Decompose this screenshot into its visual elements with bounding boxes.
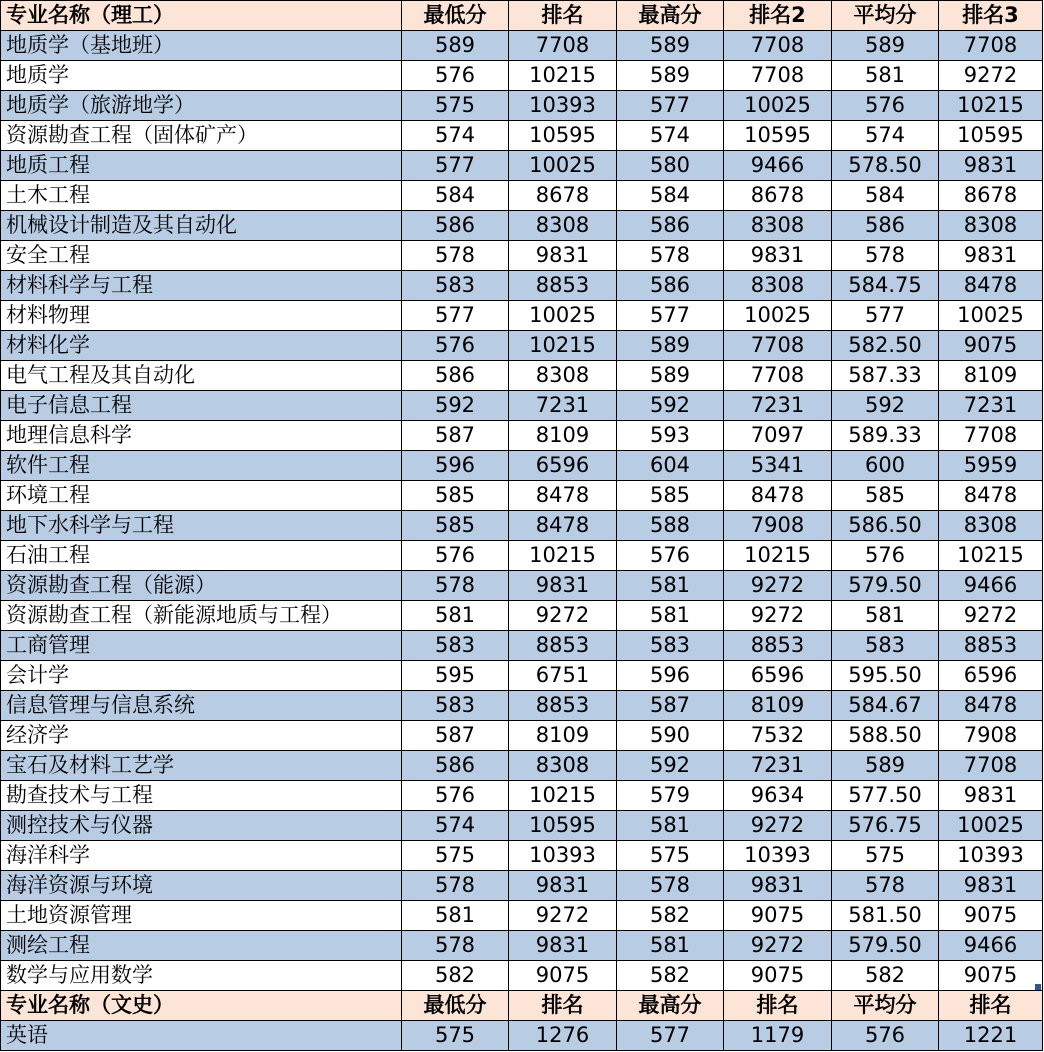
value-cell[interactable]: 6751	[509, 661, 617, 691]
value-cell[interactable]: 10595	[509, 121, 617, 151]
value-cell[interactable]: 578	[402, 571, 509, 601]
value-cell[interactable]: 9831	[939, 871, 1043, 901]
major-name-cell[interactable]: 资源勘查工程（固体矿产）	[1, 121, 402, 151]
table-row	[1, 811, 1043, 841]
value-cell[interactable]: 576	[832, 541, 939, 571]
value-cell[interactable]: 587	[402, 421, 509, 451]
value-cell[interactable]: 579.50	[832, 571, 939, 601]
header-column-label[interactable]: 排名	[939, 991, 1043, 1021]
value-cell[interactable]: 10025	[509, 301, 617, 331]
value-cell[interactable]: 10025	[724, 301, 832, 331]
value-cell[interactable]: 8853	[939, 631, 1043, 661]
value-cell[interactable]: 589	[832, 751, 939, 781]
value-cell[interactable]: 585	[402, 511, 509, 541]
value-cell[interactable]: 8308	[509, 361, 617, 391]
table-row	[1, 211, 1043, 241]
value-cell[interactable]: 589	[617, 61, 724, 91]
value-cell[interactable]: 8678	[509, 181, 617, 211]
value-cell[interactable]: 8308	[509, 211, 617, 241]
value-cell[interactable]: 8853	[509, 271, 617, 301]
value-cell[interactable]: 7908	[939, 721, 1043, 751]
value-cell[interactable]: 588.50	[832, 721, 939, 751]
value-cell[interactable]: 9831	[509, 931, 617, 961]
value-cell[interactable]: 577	[832, 301, 939, 331]
major-name-cell[interactable]: 环境工程	[1, 481, 402, 511]
major-name-cell[interactable]: 土地资源管理	[1, 901, 402, 931]
value-cell[interactable]: 10393	[509, 91, 617, 121]
value-cell[interactable]: 8308	[939, 511, 1043, 541]
table-row	[1, 181, 1043, 211]
major-name-cell[interactable]: 信息管理与信息系统	[1, 691, 402, 721]
value-cell[interactable]: 593	[617, 421, 724, 451]
value-cell[interactable]: 577	[617, 1021, 724, 1051]
value-cell[interactable]: 592	[617, 751, 724, 781]
value-cell[interactable]: 8853	[724, 631, 832, 661]
major-name-cell[interactable]: 土木工程	[1, 181, 402, 211]
value-cell[interactable]: 10025	[724, 91, 832, 121]
value-cell[interactable]: 10393	[509, 841, 617, 871]
value-cell[interactable]: 8308	[509, 751, 617, 781]
value-cell[interactable]: 574	[402, 811, 509, 841]
value-cell[interactable]: 589	[617, 31, 724, 61]
value-cell[interactable]: 581	[617, 601, 724, 631]
table-row	[1, 931, 1043, 961]
value-cell[interactable]: 576	[832, 91, 939, 121]
value-cell[interactable]: 9831	[939, 781, 1043, 811]
value-cell[interactable]: 8308	[939, 211, 1043, 241]
value-cell[interactable]: 585	[832, 481, 939, 511]
value-cell[interactable]: 10215	[509, 541, 617, 571]
value-cell[interactable]: 577.50	[832, 781, 939, 811]
major-name-cell[interactable]: 软件工程	[1, 451, 402, 481]
major-name-cell[interactable]: 数学与应用数学	[1, 961, 402, 991]
value-cell[interactable]: 578.50	[832, 151, 939, 181]
value-cell[interactable]: 10215	[939, 541, 1043, 571]
value-cell[interactable]: 8308	[724, 211, 832, 241]
value-cell[interactable]: 9634	[724, 781, 832, 811]
value-cell[interactable]: 7231	[724, 751, 832, 781]
value-cell[interactable]: 590	[617, 721, 724, 751]
value-cell[interactable]: 8308	[724, 271, 832, 301]
table-row	[1, 751, 1043, 781]
value-cell[interactable]: 586	[832, 211, 939, 241]
value-cell[interactable]: 589.33	[832, 421, 939, 451]
value-cell[interactable]: 10025	[939, 811, 1043, 841]
value-cell[interactable]: 582	[402, 961, 509, 991]
value-cell[interactable]: 8109	[509, 721, 617, 751]
header-column-label[interactable]: 排名	[724, 991, 832, 1021]
value-cell[interactable]: 7097	[724, 421, 832, 451]
value-cell[interactable]: 596	[617, 661, 724, 691]
value-cell[interactable]: 8109	[724, 691, 832, 721]
major-name-cell[interactable]: 材料科学与工程	[1, 271, 402, 301]
value-cell[interactable]: 582	[617, 901, 724, 931]
value-cell[interactable]: 581	[617, 811, 724, 841]
value-cell[interactable]: 8109	[509, 421, 617, 451]
value-cell[interactable]: 577	[617, 91, 724, 121]
value-cell[interactable]: 7231	[939, 391, 1043, 421]
major-name-cell[interactable]: 地质学	[1, 61, 402, 91]
header-row	[1, 991, 1043, 1021]
value-cell[interactable]: 1276	[509, 1021, 617, 1051]
major-name-cell[interactable]: 地质学（基地班）	[1, 31, 402, 61]
value-cell[interactable]: 581	[832, 61, 939, 91]
value-cell[interactable]: 584	[617, 181, 724, 211]
table-row	[1, 871, 1043, 901]
table-row	[1, 961, 1043, 991]
table-row	[1, 421, 1043, 451]
value-cell[interactable]: 9272	[939, 61, 1043, 91]
major-name-cell[interactable]: 机械设计制造及其自动化	[1, 211, 402, 241]
value-cell[interactable]: 575	[617, 841, 724, 871]
value-cell[interactable]: 576	[402, 541, 509, 571]
table-row	[1, 31, 1043, 61]
table-row	[1, 781, 1043, 811]
value-cell[interactable]: 581	[402, 601, 509, 631]
value-cell[interactable]: 596	[402, 451, 509, 481]
table-row	[1, 331, 1043, 361]
table-row	[1, 631, 1043, 661]
value-cell[interactable]: 576	[617, 541, 724, 571]
value-cell[interactable]: 8678	[724, 181, 832, 211]
fill-handle-icon[interactable]	[1035, 984, 1041, 990]
major-name-cell[interactable]: 电子信息工程	[1, 391, 402, 421]
table-row	[1, 241, 1043, 271]
value-cell[interactable]: 587	[402, 721, 509, 751]
value-cell[interactable]: 578	[402, 241, 509, 271]
value-cell[interactable]: 9075	[939, 331, 1043, 361]
major-name-cell[interactable]: 地理信息科学	[1, 421, 402, 451]
value-cell[interactable]: 5341	[724, 451, 832, 481]
value-cell[interactable]: 581	[832, 601, 939, 631]
value-cell[interactable]: 600	[832, 451, 939, 481]
value-cell[interactable]: 589	[832, 31, 939, 61]
value-cell[interactable]: 584.67	[832, 691, 939, 721]
value-cell[interactable]: 9272	[509, 601, 617, 631]
value-cell[interactable]: 7532	[724, 721, 832, 751]
value-cell[interactable]: 9075	[724, 901, 832, 931]
value-cell[interactable]: 8478	[939, 691, 1043, 721]
major-name-cell[interactable]: 经济学	[1, 721, 402, 751]
header-column-label[interactable]: 平均分	[832, 1, 939, 31]
header-major-name[interactable]: 专业名称（理工）	[1, 1, 402, 31]
value-cell[interactable]: 9272	[724, 811, 832, 841]
value-cell[interactable]: 8109	[939, 361, 1043, 391]
value-cell[interactable]: 8853	[509, 631, 617, 661]
header-row	[1, 1, 1043, 31]
table-row	[1, 481, 1043, 511]
major-name-cell[interactable]: 英语	[1, 1021, 402, 1051]
value-cell[interactable]: 586	[402, 211, 509, 241]
value-cell[interactable]: 576	[402, 781, 509, 811]
value-cell[interactable]: 7708	[939, 31, 1043, 61]
value-cell[interactable]: 9831	[939, 241, 1043, 271]
value-cell[interactable]: 595.50	[832, 661, 939, 691]
value-cell[interactable]: 9831	[509, 571, 617, 601]
value-cell[interactable]: 8678	[939, 181, 1043, 211]
value-cell[interactable]: 9075	[509, 961, 617, 991]
value-cell[interactable]: 9272	[939, 601, 1043, 631]
value-cell[interactable]: 576	[402, 61, 509, 91]
major-name-cell[interactable]: 地质工程	[1, 151, 402, 181]
value-cell[interactable]: 9272	[724, 601, 832, 631]
value-cell[interactable]: 582	[832, 961, 939, 991]
value-cell[interactable]: 9831	[509, 241, 617, 271]
value-cell[interactable]: 7231	[509, 391, 617, 421]
value-cell[interactable]: 581	[617, 931, 724, 961]
major-name-cell[interactable]: 海洋科学	[1, 841, 402, 871]
table-row	[1, 271, 1043, 301]
value-cell[interactable]: 582.50	[832, 331, 939, 361]
value-cell[interactable]: 575	[402, 1021, 509, 1051]
value-cell[interactable]: 587.33	[832, 361, 939, 391]
value-cell[interactable]: 7708	[939, 751, 1043, 781]
value-cell[interactable]: 585	[617, 481, 724, 511]
value-cell[interactable]: 6596	[724, 661, 832, 691]
major-name-cell[interactable]: 石油工程	[1, 541, 402, 571]
value-cell[interactable]: 8478	[939, 481, 1043, 511]
value-cell[interactable]: 8853	[509, 691, 617, 721]
value-cell[interactable]: 7708	[939, 421, 1043, 451]
value-cell[interactable]: 581	[402, 901, 509, 931]
table-body	[1, 1, 1043, 1051]
value-cell[interactable]: 9466	[724, 151, 832, 181]
value-cell[interactable]: 7231	[724, 391, 832, 421]
major-name-cell[interactable]: 安全工程	[1, 241, 402, 271]
value-cell[interactable]: 7708	[724, 361, 832, 391]
value-cell[interactable]: 10595	[939, 121, 1043, 151]
header-column-label[interactable]: 排名2	[724, 1, 832, 31]
table-row	[1, 301, 1043, 331]
major-name-cell[interactable]: 电气工程及其自动化	[1, 361, 402, 391]
header-major-name[interactable]: 专业名称（文史）	[1, 991, 402, 1021]
major-name-cell[interactable]: 勘查技术与工程	[1, 781, 402, 811]
value-cell[interactable]: 7708	[724, 31, 832, 61]
value-cell[interactable]: 9831	[939, 151, 1043, 181]
major-name-cell[interactable]: 资源勘查工程（能源）	[1, 571, 402, 601]
value-cell[interactable]: 9272	[509, 901, 617, 931]
table-row	[1, 91, 1043, 121]
value-cell[interactable]: 9466	[939, 571, 1043, 601]
value-cell[interactable]: 592	[832, 391, 939, 421]
value-cell[interactable]: 578	[402, 931, 509, 961]
value-cell[interactable]: 9272	[724, 931, 832, 961]
value-cell[interactable]: 581.50	[832, 901, 939, 931]
value-cell[interactable]: 586	[402, 361, 509, 391]
value-cell[interactable]: 586	[402, 751, 509, 781]
value-cell[interactable]: 10595	[724, 121, 832, 151]
header-column-label[interactable]: 最低分	[402, 991, 509, 1021]
value-cell[interactable]: 584	[402, 181, 509, 211]
value-cell[interactable]: 575	[402, 841, 509, 871]
value-cell[interactable]: 580	[617, 151, 724, 181]
value-cell[interactable]: 8478	[939, 271, 1043, 301]
value-cell[interactable]: 578	[402, 871, 509, 901]
value-cell[interactable]: 604	[617, 451, 724, 481]
major-name-cell[interactable]: 工商管理	[1, 631, 402, 661]
header-column-label[interactable]: 平均分	[832, 991, 939, 1021]
table-row	[1, 361, 1043, 391]
value-cell[interactable]: 10215	[509, 331, 617, 361]
table-row	[1, 121, 1043, 151]
value-cell[interactable]: 575	[402, 91, 509, 121]
table-row	[1, 691, 1043, 721]
table-row	[1, 661, 1043, 691]
header-column-label[interactable]: 最高分	[617, 1, 724, 31]
value-cell[interactable]: 8478	[509, 481, 617, 511]
value-cell[interactable]: 583	[832, 631, 939, 661]
value-cell[interactable]: 10215	[724, 541, 832, 571]
value-cell[interactable]: 589	[617, 331, 724, 361]
major-name-cell[interactable]: 海洋资源与环境	[1, 871, 402, 901]
value-cell[interactable]: 578	[617, 871, 724, 901]
value-cell[interactable]: 9075	[939, 961, 1043, 991]
value-cell[interactable]: 9075	[939, 901, 1043, 931]
value-cell[interactable]: 10215	[509, 61, 617, 91]
table-row	[1, 721, 1043, 751]
value-cell[interactable]: 10025	[509, 151, 617, 181]
major-name-cell[interactable]: 测绘工程	[1, 931, 402, 961]
header-column-label[interactable]: 排名	[509, 1, 617, 31]
value-cell[interactable]: 586	[617, 271, 724, 301]
table-row	[1, 511, 1043, 541]
value-cell[interactable]: 576.75	[832, 811, 939, 841]
value-cell[interactable]: 586	[617, 211, 724, 241]
value-cell[interactable]: 5959	[939, 451, 1043, 481]
header-column-label[interactable]: 排名3	[939, 1, 1043, 31]
value-cell[interactable]: 589	[617, 361, 724, 391]
value-cell[interactable]: 1221	[939, 1021, 1043, 1051]
value-cell[interactable]: 9831	[724, 241, 832, 271]
header-column-label[interactable]: 排名	[509, 991, 617, 1021]
table-row	[1, 151, 1043, 181]
value-cell[interactable]: 579	[617, 781, 724, 811]
major-name-cell[interactable]: 会计学	[1, 661, 402, 691]
value-cell[interactable]: 583	[402, 691, 509, 721]
value-cell[interactable]: 578	[617, 241, 724, 271]
major-name-cell[interactable]: 材料化学	[1, 331, 402, 361]
value-cell[interactable]: 9831	[509, 871, 617, 901]
header-column-label[interactable]: 最低分	[402, 1, 509, 31]
header-column-label[interactable]: 最高分	[617, 991, 724, 1021]
value-cell[interactable]: 10215	[939, 91, 1043, 121]
value-cell[interactable]: 584.75	[832, 271, 939, 301]
value-cell[interactable]: 1179	[724, 1021, 832, 1051]
major-name-cell[interactable]: 宝石及材料工艺学	[1, 751, 402, 781]
value-cell[interactable]: 575	[832, 841, 939, 871]
table-row	[1, 391, 1043, 421]
value-cell[interactable]: 582	[617, 961, 724, 991]
value-cell[interactable]: 578	[832, 241, 939, 271]
value-cell[interactable]: 592	[617, 391, 724, 421]
value-cell[interactable]: 588	[617, 511, 724, 541]
table-row	[1, 451, 1043, 481]
value-cell[interactable]: 10393	[724, 841, 832, 871]
value-cell[interactable]: 9831	[724, 871, 832, 901]
value-cell[interactable]: 587	[617, 691, 724, 721]
value-cell[interactable]: 583	[617, 631, 724, 661]
value-cell[interactable]: 581	[617, 571, 724, 601]
value-cell[interactable]: 577	[617, 301, 724, 331]
value-cell[interactable]: 7708	[724, 331, 832, 361]
major-name-cell[interactable]: 地质学（旅游地学）	[1, 91, 402, 121]
table-row	[1, 571, 1043, 601]
table-row	[1, 901, 1043, 931]
value-cell[interactable]: 595	[402, 661, 509, 691]
value-cell[interactable]: 577	[402, 301, 509, 331]
table-row	[1, 541, 1043, 571]
value-cell[interactable]: 592	[402, 391, 509, 421]
value-cell[interactable]: 583	[402, 271, 509, 301]
value-cell[interactable]: 7708	[724, 61, 832, 91]
value-cell[interactable]: 9466	[939, 931, 1043, 961]
major-name-cell[interactable]: 地下水科学与工程	[1, 511, 402, 541]
value-cell[interactable]: 574	[832, 121, 939, 151]
value-cell[interactable]: 586.50	[832, 511, 939, 541]
value-cell[interactable]: 574	[617, 121, 724, 151]
value-cell[interactable]: 583	[402, 631, 509, 661]
value-cell[interactable]: 8478	[509, 511, 617, 541]
value-cell[interactable]: 576	[402, 331, 509, 361]
major-name-cell[interactable]: 测控技术与仪器	[1, 811, 402, 841]
value-cell[interactable]: 6596	[939, 661, 1043, 691]
table-row	[1, 841, 1043, 871]
table-row	[1, 1021, 1043, 1051]
value-cell[interactable]: 10215	[509, 781, 617, 811]
value-cell[interactable]: 578	[832, 871, 939, 901]
value-cell[interactable]: 589	[402, 31, 509, 61]
value-cell[interactable]: 10595	[509, 811, 617, 841]
table-row	[1, 61, 1043, 91]
value-cell[interactable]: 584	[832, 181, 939, 211]
value-cell[interactable]: 9272	[724, 571, 832, 601]
major-name-cell[interactable]: 资源勘查工程（新能源地质与工程）	[1, 601, 402, 631]
value-cell[interactable]: 10393	[939, 841, 1043, 871]
value-cell[interactable]: 574	[402, 121, 509, 151]
value-cell[interactable]: 577	[402, 151, 509, 181]
value-cell[interactable]: 7908	[724, 511, 832, 541]
value-cell[interactable]: 576	[832, 1021, 939, 1051]
value-cell[interactable]: 6596	[509, 451, 617, 481]
value-cell[interactable]: 8478	[724, 481, 832, 511]
major-name-cell[interactable]: 材料物理	[1, 301, 402, 331]
value-cell[interactable]: 10025	[939, 301, 1043, 331]
value-cell[interactable]: 9075	[724, 961, 832, 991]
value-cell[interactable]: 585	[402, 481, 509, 511]
value-cell[interactable]: 7708	[509, 31, 617, 61]
value-cell[interactable]: 579.50	[832, 931, 939, 961]
table-row	[1, 601, 1043, 631]
